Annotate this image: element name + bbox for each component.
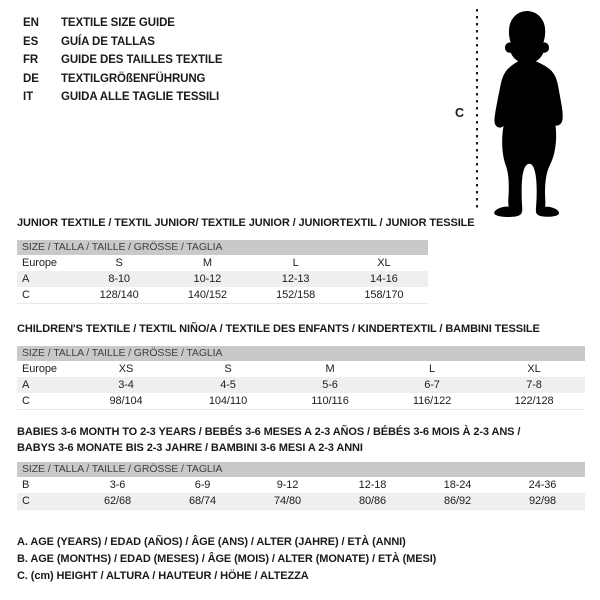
height-measure-dotted-line — [476, 9, 478, 209]
table-cell: S — [224, 363, 232, 375]
table-cell: M — [325, 363, 335, 375]
table-cell: L — [428, 363, 436, 375]
table-cell: 5-6 — [322, 379, 338, 391]
table-row — [17, 493, 585, 509]
babies-size-table — [17, 462, 585, 510]
language-code: ES — [23, 35, 39, 48]
table-cell: XL — [377, 257, 391, 269]
size-table-header: SIZE / TALLA / TAILLE / GRÖSSE / TAGLIA — [17, 240, 428, 255]
table-cell: 8-10 — [108, 273, 130, 285]
row-label: C — [22, 288, 30, 301]
table-cell: 9-12 — [276, 479, 299, 491]
children-size-table — [17, 346, 585, 410]
table-cell: 62/68 — [103, 494, 132, 507]
table-cell: 12-18 — [358, 479, 387, 491]
table-row — [17, 377, 585, 393]
baby-silhouette-icon — [483, 10, 573, 217]
row-label: C — [22, 494, 30, 507]
table-cell: 14-16 — [370, 273, 398, 285]
language-code: EN — [23, 17, 39, 29]
table-cell: 68/74 — [188, 494, 217, 507]
table-cell: 80/86 — [358, 494, 387, 507]
table-cell: 3-4 — [118, 379, 134, 391]
row-label: C — [22, 394, 30, 407]
language-row — [23, 14, 223, 33]
table-cell: 4-5 — [220, 379, 236, 391]
table-cell: 110/116 — [311, 394, 349, 407]
table-row — [17, 255, 428, 271]
section-title-line: BABIES 3-6 MONTH TO 2-3 YEARS / BEBÉS 3-6 MESES A 2-3 AÑOS / BÉBÉS 3-6 MOIS À 2-3 ANS / — [17, 426, 521, 438]
table-row — [17, 271, 428, 287]
table-row — [17, 287, 428, 303]
section-title-line: BABYS 3-6 MONATE BIS 2-3 JAHRE / BAMBINI 3-6 MESI A 2-3 ANNI — [17, 441, 363, 454]
table-cell: 98/104 — [109, 394, 143, 407]
language-row — [23, 88, 223, 107]
section-title-children: CHILDREN'S TEXTILE / TEXTIL NIÑO/A / TEXTILE DES ENFANTS / KINDERTEXTIL / BAMBINI TESSILE — [17, 323, 540, 335]
row-label: A — [22, 273, 30, 285]
row-label: Europe — [22, 363, 57, 375]
table-cell: 10-12 — [193, 273, 222, 285]
row-label: B — [22, 479, 30, 491]
table-cell: 104/110 — [208, 394, 248, 407]
table-cell: XS — [118, 363, 134, 375]
table-cell: M — [202, 257, 212, 269]
language-code: FR — [23, 54, 39, 67]
language-title: GUIDE DES TAILLES TEXTILE — [61, 54, 223, 67]
table-cell: 122/128 — [514, 394, 554, 407]
size-table-header: SIZE / TALLA / TAILLE / GRÖSSE / TAGLIA — [17, 346, 585, 361]
row-label: Europe — [22, 257, 57, 269]
table-cell: XL — [527, 363, 541, 375]
language-title: TEXTILE SIZE GUIDE — [61, 17, 175, 29]
language-row — [23, 33, 223, 52]
row-label: A — [22, 379, 30, 391]
legend-footnotes — [17, 534, 436, 585]
section-title-babies — [17, 425, 520, 456]
table-row — [17, 361, 585, 377]
table-cell: 7-8 — [526, 379, 542, 391]
table-cell: 18-24 — [443, 479, 472, 491]
table-cell: S — [115, 257, 123, 269]
language-title: TEXTILGRÖßENFÜHRUNG — [61, 72, 206, 85]
table-cell: 152/158 — [276, 288, 316, 301]
language-title-list — [23, 14, 223, 107]
table-row — [17, 393, 585, 409]
footnote-height: C. (cm) HEIGHT / ALTURA / HAUTEUR / HÖHE / ALTEZZA — [17, 570, 309, 582]
table-cell: 6-7 — [424, 379, 440, 391]
table-cell: 12-13 — [281, 273, 310, 285]
table-cell: 128/140 — [99, 288, 139, 301]
language-title: GUIDA ALLE TAGLIE TESSILI — [61, 91, 220, 104]
table-cell: 116/122 — [412, 394, 452, 407]
language-code: DE — [23, 72, 39, 85]
table-cell: 86/92 — [443, 494, 472, 507]
table-cell: 140/152 — [187, 288, 227, 301]
table-cell: 158/170 — [364, 288, 404, 301]
table-cell: 92/98 — [528, 494, 557, 507]
footnote-age-years: A. AGE (YEARS) / EDAD (AÑOS) / ÂGE (ANS) / ALTER (JAHRE) / ETÀ (ANNI) — [17, 536, 406, 548]
junior-size-table — [17, 240, 428, 304]
table-cell: 3-6 — [109, 479, 126, 491]
table-cell: L — [292, 257, 299, 269]
language-row — [23, 51, 223, 70]
language-row — [23, 70, 223, 89]
table-row — [17, 477, 585, 493]
table-cell: 24-36 — [528, 479, 557, 491]
language-title: GUÍA DE TALLAS — [61, 35, 155, 48]
table-cell: 6-9 — [194, 479, 211, 491]
table-cell: 74/80 — [273, 494, 302, 507]
size-table-header: SIZE / TALLA / TAILLE / GRÖSSE / TAGLIA — [17, 462, 585, 477]
height-measure-label: C — [455, 106, 465, 120]
section-title-junior: JUNIOR TEXTILE / TEXTIL JUNIOR/ TEXTILE JUNIOR / JUNIORTEXTIL / JUNIOR TESSILE — [17, 217, 475, 229]
footnote-age-months: B. AGE (MONTHS) / EDAD (MESES) / ÂGE (MOIS) / ALTER (MONATE) / ETÀ (MESI) — [17, 553, 437, 565]
language-code: IT — [23, 91, 34, 104]
